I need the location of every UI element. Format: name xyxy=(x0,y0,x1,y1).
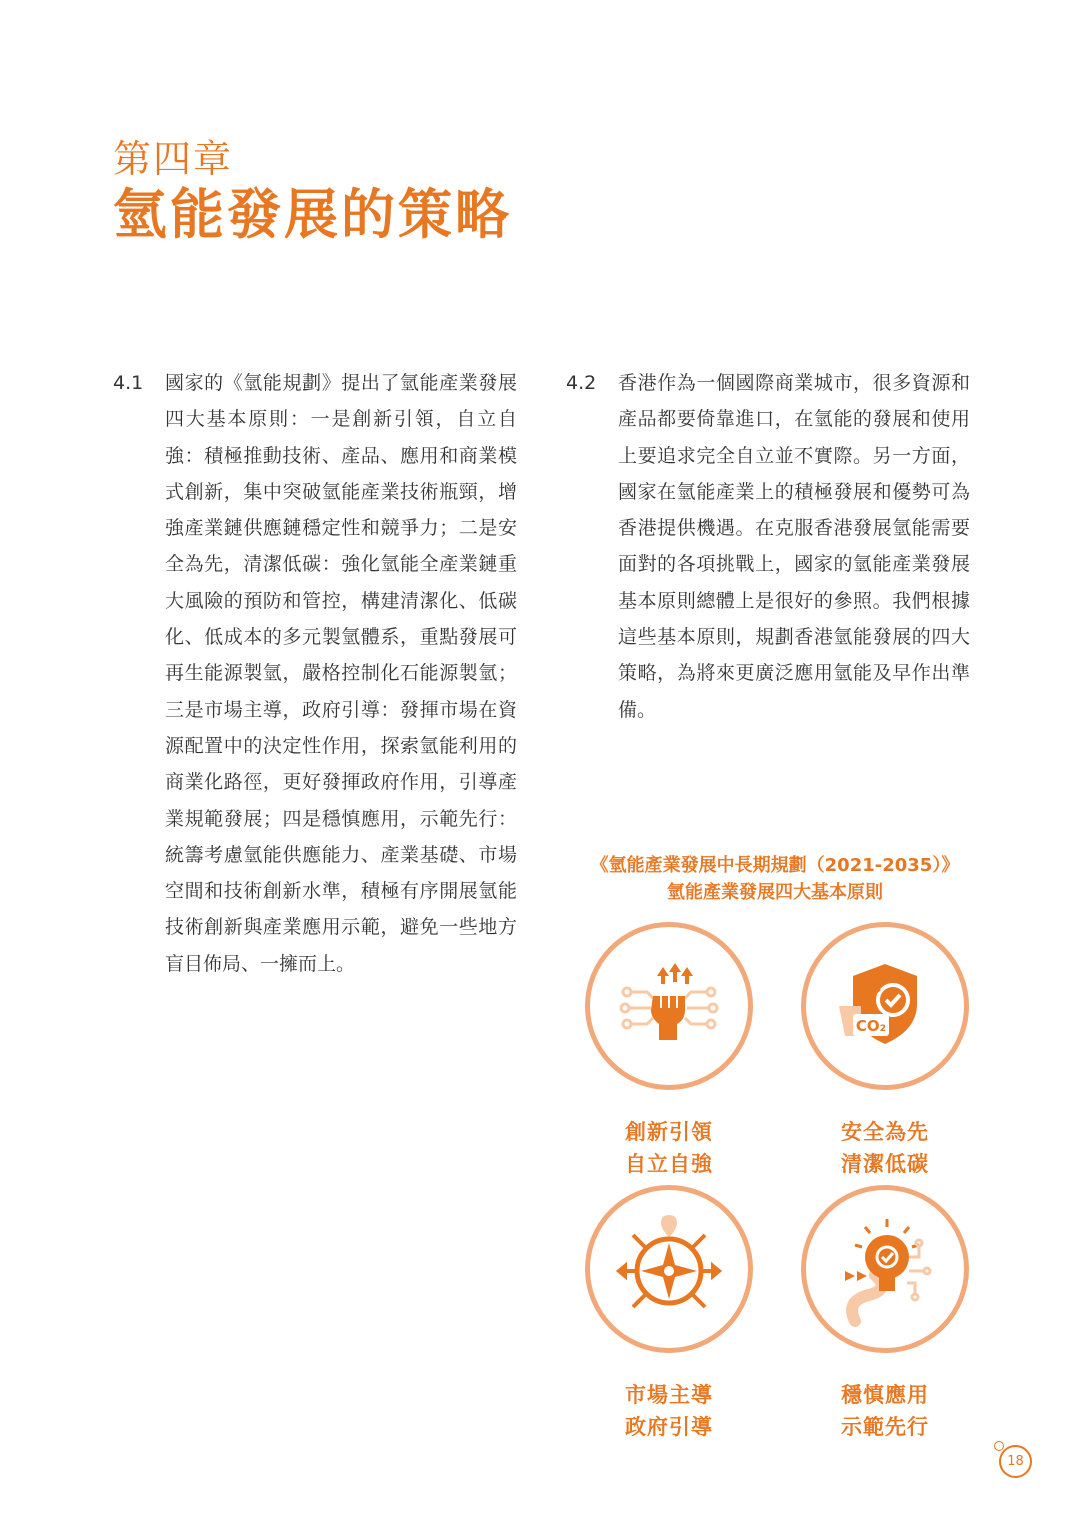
paragraph-number: 4.1 xyxy=(113,372,144,394)
principle-label-line1: 穩慎應用 xyxy=(841,1383,929,1407)
figure-title-line2: 氫能產業發展四大基本原則 xyxy=(667,882,883,903)
principle-circle xyxy=(585,1185,753,1353)
paragraph-number: 4.2 xyxy=(566,372,597,394)
principle-circle xyxy=(801,922,969,1090)
co2-label: CO₂ xyxy=(855,1017,887,1035)
principle-circle xyxy=(801,1185,969,1353)
principle-label-line2: 政府引導 xyxy=(625,1415,713,1439)
principle-label-line1: 創新引領 xyxy=(625,1120,713,1144)
figure-title xyxy=(570,852,980,906)
principle-prudent xyxy=(755,1185,1015,1443)
principle-label-line2: 清潔低碳 xyxy=(841,1152,929,1176)
principle-label-line2: 示範先行 xyxy=(841,1415,929,1439)
compass-arrows-icon xyxy=(609,1209,729,1329)
paragraph-text: 國家的《氫能規劃》提出了氫能產業發展四大基本原則：一是創新引領，自立自強：積極推動技術、產品、應用和商業模式創新，集中突破氫能產業技術瓶頸，增強產業鏈供應鏈穩定性和競爭力；二是安全為先，清潔低碳：強化氫能全產業鏈重大風險的預防和管控，構建清潔化、低碳化、低成本的多元製氫體系，重點發展可再生能源製氫，嚴格控制化石能源製氫；三是市場主導，政府引導：發揮市場在資源配置中的決定性作用，探索氫能利用的商業化路徑，更好發揮政府作用，引導產業規範發展；四是穩慎應用，示範先行：統籌考慮氫能供應能力、產業基礎、市場空間和技術創新水準，積極有序開展氫能技術創新與產業應用示範，避免一些地方盲目佈局、一擁而上。 xyxy=(165,372,517,975)
principle-label-line1: 安全為先 xyxy=(841,1120,929,1144)
paragraph-text: 香港作為一個國際商業城市，很多資源和產品都要倚靠進口，在氫能的發展和使用上要追求完全自立並不實際。另一方面，國家在氫能產業上的積極發展和優勢可為香港提供機遇。在克服香港發展氫能需要面對的各項挑戰上，國家的氫能產業發展基本原則總體上是很好的參照。我們根據這些基本原則，規劃香港氫能發展的四大策略，為將來更廣泛應用氫能及早作出準備。 xyxy=(618,372,970,721)
shield-co2-icon xyxy=(825,946,945,1066)
principle-label-line1: 市場主導 xyxy=(625,1383,713,1407)
fist-innovation-icon xyxy=(609,946,729,1066)
lightbulb-road-icon xyxy=(825,1209,945,1329)
chapter-label: 第四章 xyxy=(113,137,234,181)
principle-safety xyxy=(755,922,1015,1180)
principle-circle xyxy=(585,922,753,1090)
principle-label-line2: 自立自強 xyxy=(625,1152,713,1176)
figure-title-line1: 《氫能產業發展中長期規劃（2021-2035）》 xyxy=(590,855,960,876)
chapter-title: 氫能發展的策略 xyxy=(113,183,512,246)
page-number: 18 xyxy=(999,1445,1032,1478)
